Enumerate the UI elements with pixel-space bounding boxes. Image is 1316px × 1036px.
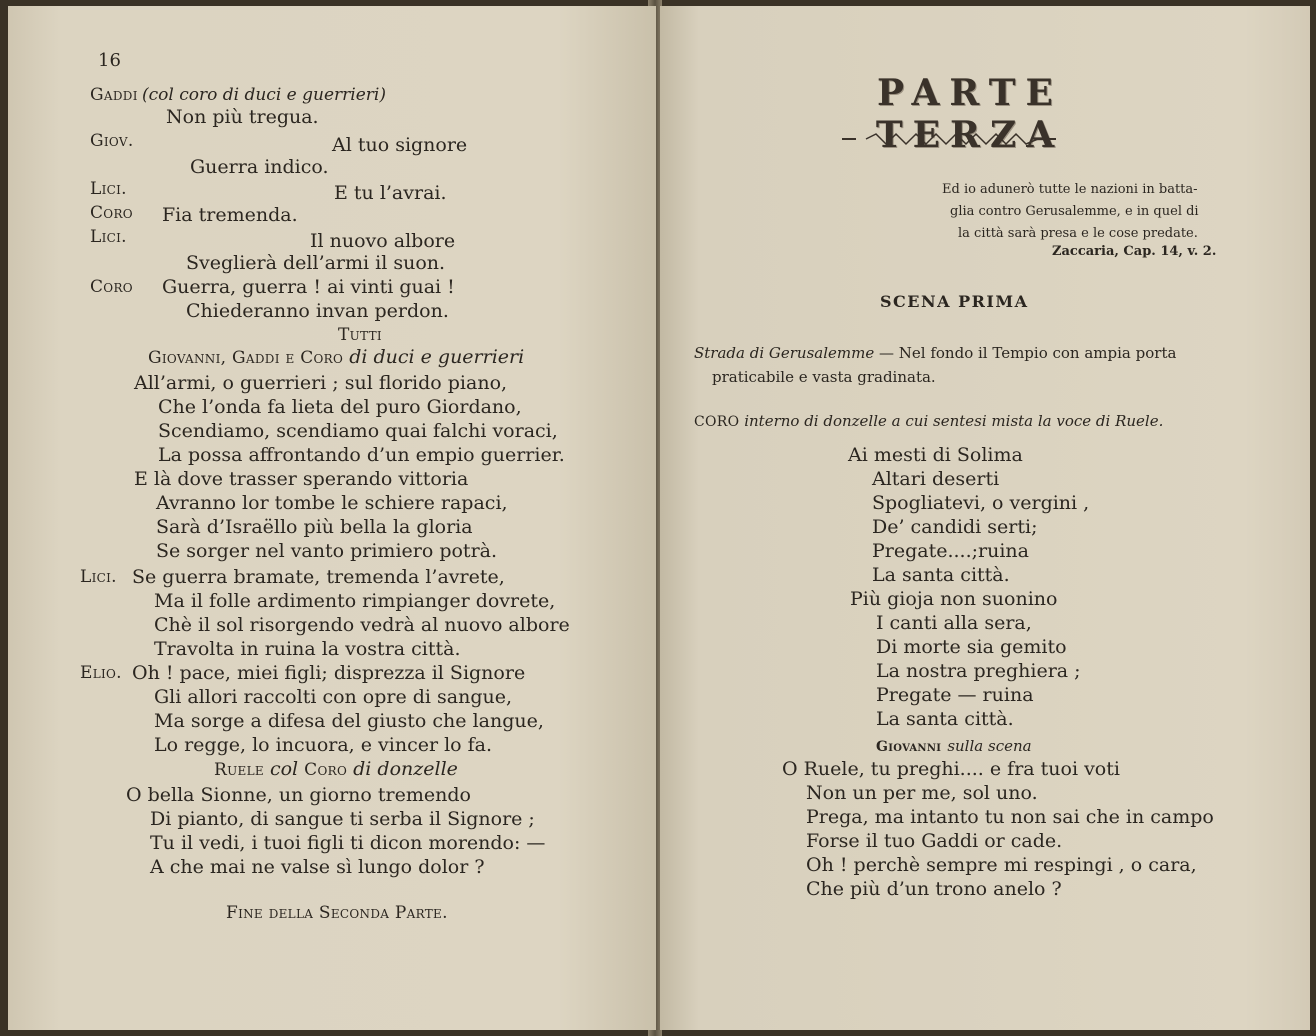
epigraph-line: Ed io adunerò tutte le nazioni in batta- xyxy=(942,182,1198,197)
left-page xyxy=(8,6,656,1030)
verse-line: I canti alla sera, xyxy=(876,612,1032,634)
verse-line: Non un per me, sol uno. xyxy=(806,782,1038,804)
coro-direction xyxy=(694,410,1163,433)
verse-line: Oh ! pace, miei figli; disprezza il Signore xyxy=(132,662,526,684)
verse-line: Altari deserti xyxy=(872,468,1000,490)
verse-line: Il nuovo albore xyxy=(310,230,456,252)
verse-line: Oh ! perchè sempre mi respingi , o cara, xyxy=(806,854,1197,876)
part-title: PARTE TERZA xyxy=(875,72,1065,156)
verse-line: Pregate....;ruina xyxy=(872,540,1030,562)
verse-line: Scendiamo, scendiamo quai falchi voraci, xyxy=(158,420,558,442)
right-page xyxy=(660,6,1310,1030)
coro-speaker: CORO xyxy=(694,414,740,430)
ruele-col: col xyxy=(269,758,299,780)
verse-line: All’armi, o guerrieri ; sul florido piano, xyxy=(134,372,508,394)
giovanni-speaker: Giovanni xyxy=(876,739,942,755)
verse-line: Lo regge, lo incuora, e vincer lo fa. xyxy=(154,734,493,756)
ruele-donzelle: di donzelle xyxy=(353,758,458,780)
verse-line: Avranno lor tombe le schiere rapaci, xyxy=(156,492,508,514)
verse-line: Ma sorge a difesa del giusto che langue, xyxy=(154,710,544,732)
stage-direction: (col coro di duci e guerrieri) xyxy=(142,85,386,105)
coro-text: interno di donzelle a cui sentesi mista la voce di Ruele. xyxy=(744,412,1164,430)
ornament-divider xyxy=(842,132,1062,146)
verse-line: O bella Sionne, un giorno tremendo xyxy=(126,784,471,806)
verse-line: Di pianto, di sangue ti serba il Signore ; xyxy=(150,808,535,830)
verse-line: Sarà d’Israëllo più bella la gloria xyxy=(156,516,473,538)
verse-line: Guerra, guerra ! ai vinti guai ! xyxy=(162,276,455,298)
epigraph-line: la città sarà presa e le cose predate. xyxy=(958,226,1198,241)
verse-line: Forse il tuo Gaddi or cade. xyxy=(806,830,1063,852)
ruele-speaker: Ruele xyxy=(214,760,264,780)
verse-line: Di morte sia gemito xyxy=(876,636,1067,658)
speaker-lici: Lici. xyxy=(90,227,127,247)
verse-line: La santa città. xyxy=(876,708,1014,730)
verse-line: Ma il folle ardimento rimpianger dovrete, xyxy=(154,590,556,612)
speaker-coro: Coro xyxy=(90,277,133,297)
verse-line: Chè il sol risorgendo vedrà al nuovo albore xyxy=(154,614,570,636)
verse-line: Se sorger nel vanto primiero potrà. xyxy=(156,540,498,562)
verse-line: La nostra preghiera ; xyxy=(876,660,1081,682)
scene-heading: SCENA PRIMA xyxy=(880,292,1029,311)
tutti-heading: Tutti xyxy=(338,325,382,345)
speaker-coro: Coro xyxy=(90,203,133,223)
tutti-direction: di duci e guerrieri xyxy=(349,346,525,368)
verse-line: E là dove trasser sperando vittoria xyxy=(134,468,469,490)
speaker-lici: Lici. xyxy=(90,179,127,199)
verse-line: Ai mesti di Solima xyxy=(848,444,1023,466)
verse-line: La santa città. xyxy=(872,564,1010,586)
verse-line: O Ruele, tu preghi.... e fra tuoi voti xyxy=(782,758,1120,780)
speaker-elio: Elio. xyxy=(80,663,122,683)
verse-line: De’ candidi serti; xyxy=(872,516,1038,538)
verse-line: Pregate — ruina xyxy=(876,684,1034,706)
speaker-giov: Giov. xyxy=(90,131,134,151)
verse-line: E tu l’avrai. xyxy=(334,182,447,204)
verse-line: Tu il vedi, i tuoi figli ti dicon morendo: — xyxy=(150,832,546,854)
verse-line: Non più tregua. xyxy=(166,106,319,128)
epigraph-line: glia contro Gerusalemme, e in quel di xyxy=(950,204,1199,219)
verse-line: Travolta in ruina la vostra città. xyxy=(154,638,461,660)
giovanni-direction: sulla scena xyxy=(947,737,1032,755)
verse-line: Gli allori raccolti con opre di sangue, xyxy=(154,686,513,708)
verse-line: Sveglierà dell’armi il suon. xyxy=(186,252,446,274)
verse-line: Guerra indico. xyxy=(190,156,329,178)
tutti-subheading xyxy=(148,346,524,369)
stage-direction xyxy=(694,342,1176,364)
ruele-heading xyxy=(214,758,458,781)
verse-line: Fia tremenda. xyxy=(162,204,298,226)
verse-line: La possa affrontando d’un empio guerrier. xyxy=(158,444,565,466)
verse-line: Che l’onda fa lieta del puro Giordano, xyxy=(158,396,522,418)
verse-line: Più gioja non suonino xyxy=(850,588,1058,610)
speaker-gaddi: Gaddi xyxy=(90,85,138,105)
stage-text: — Nel fondo il Tempio con ampia porta xyxy=(879,344,1177,362)
verse-line: Chiederanno invan perdon. xyxy=(186,300,449,322)
stage-direction-cont: praticabile e vasta gradinata. xyxy=(712,368,936,386)
stage-place: Strada di Gerusalemme xyxy=(694,344,875,362)
epigraph-source: Zaccaria, Cap. 14, v. 2. xyxy=(1052,244,1217,259)
verse-line: Prega, ma intanto tu non sai che in campo xyxy=(806,806,1214,828)
verse-line: Spogliatevi, o vergini , xyxy=(872,492,1090,514)
verse-line: Che più d’un trono anelo ? xyxy=(806,878,1062,900)
fine-parte: Fine della Seconda Parte. xyxy=(226,903,448,923)
giovanni-heading xyxy=(876,734,1032,758)
verse-line: Al tuo signore xyxy=(332,134,468,156)
verse-line: A che mai ne valse sì lungo dolor ? xyxy=(150,856,485,878)
page-number: 16 xyxy=(98,50,121,71)
verse-line: Se guerra bramate, tremenda l’avrete, xyxy=(132,566,505,588)
ruele-coro: Coro xyxy=(304,760,348,780)
speaker-lici: Lici. xyxy=(80,567,117,587)
tutti-speakers: Giovanni, Gaddi e Coro xyxy=(148,348,344,368)
